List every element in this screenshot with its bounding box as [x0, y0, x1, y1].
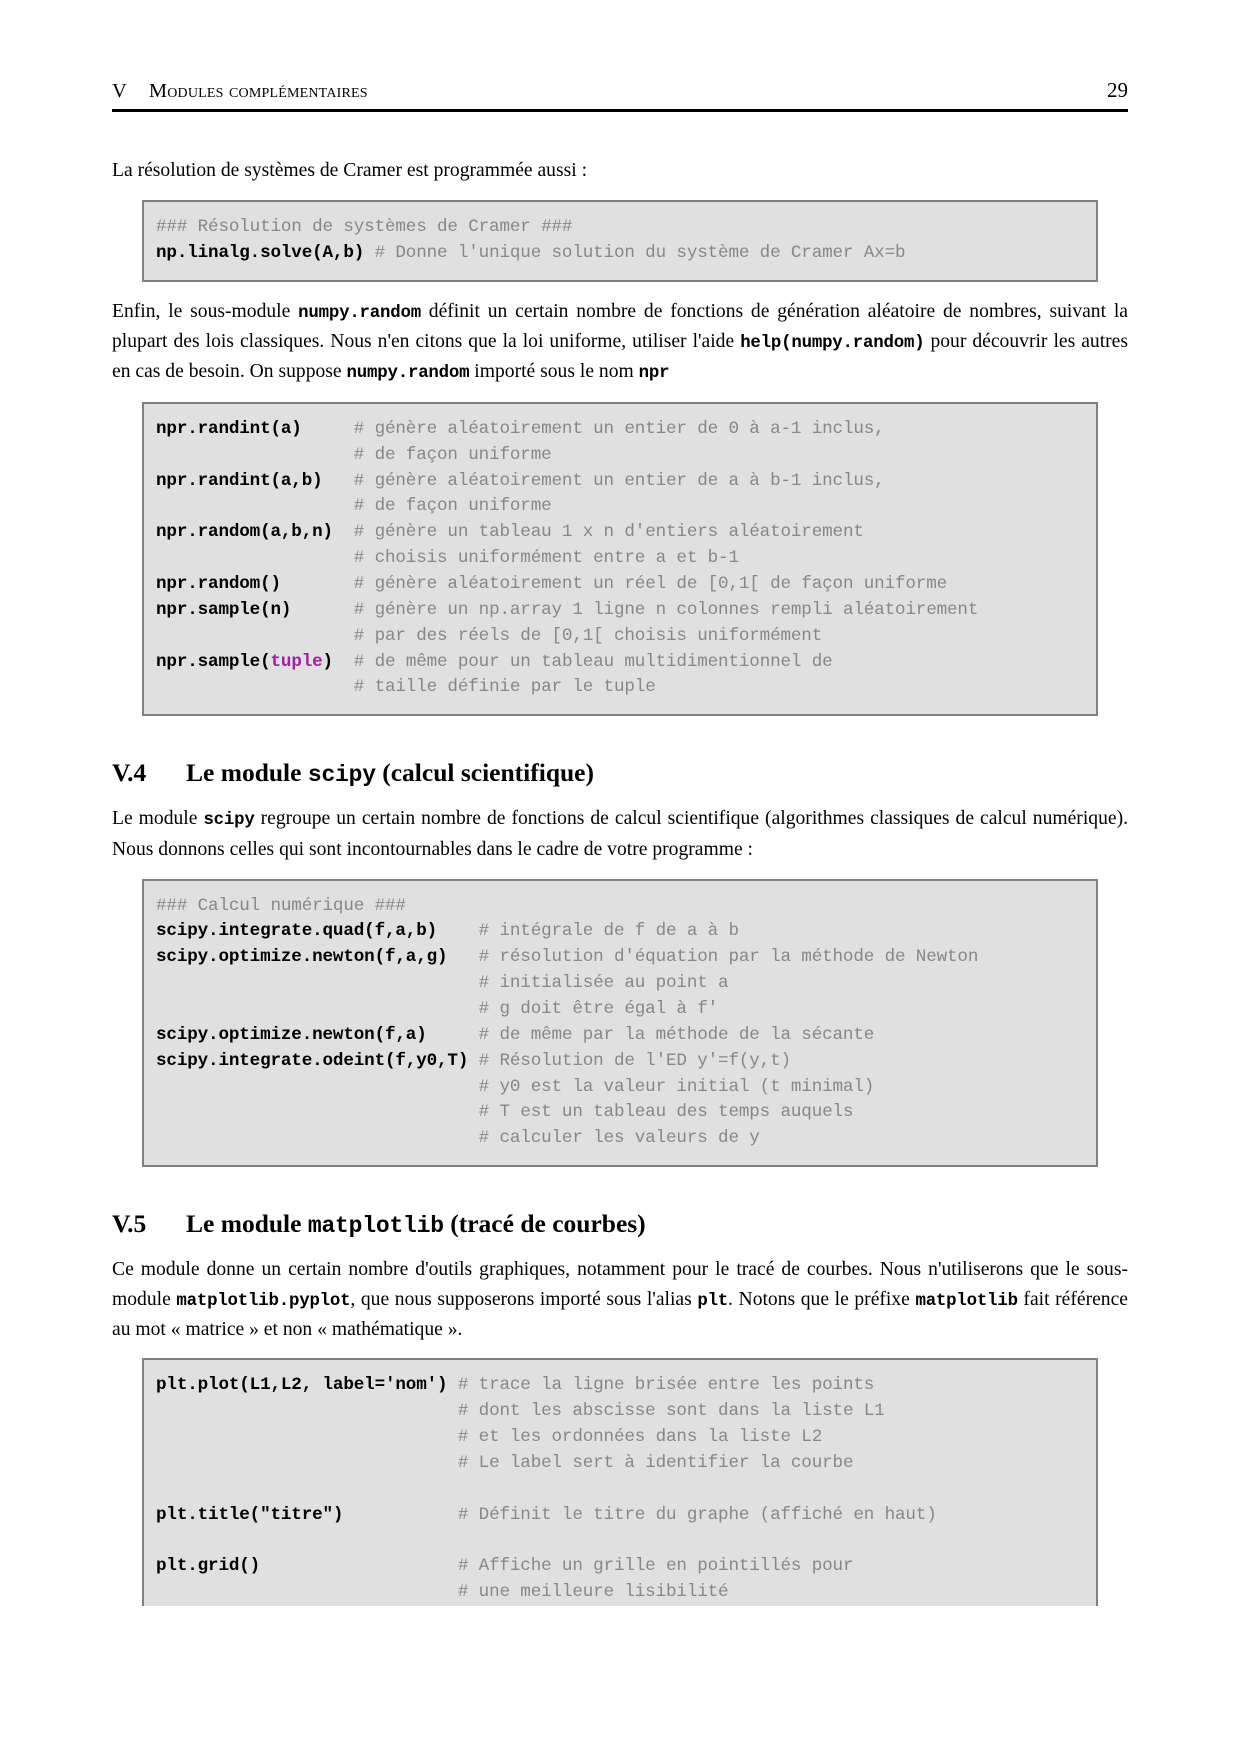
code-line	[144, 1373, 1096, 1399]
code-comment: # et les ordonnées dans la liste L2	[457, 1426, 823, 1447]
code-comment: # calculer les valeurs de y	[478, 1128, 760, 1149]
code-comment: # Donne l'unique solution du système de Cramer Ax=b	[374, 242, 906, 263]
text-fragment: , que nous supposerons importé sous l'alias	[350, 1288, 698, 1310]
section-number-matplotlib: V.5	[112, 1209, 147, 1239]
code-line	[144, 1075, 1096, 1101]
section-number-scipy: V.4	[112, 758, 147, 788]
code-token	[156, 1427, 458, 1447]
code-comment: # génère aléatoirement un réel de [0,1[ de façon uniforme	[353, 574, 948, 595]
code-comment: ### Résolution de systèmes de Cramer ###	[156, 216, 573, 237]
section-heading-matplotlib	[112, 1209, 1128, 1239]
code-token	[156, 1401, 458, 1421]
code-comment: # génère aléatoirement un entier de a à b-1 inclus,	[353, 470, 885, 491]
inline-code-numpy-random: numpy.random	[298, 303, 421, 323]
code-token: scipy.integrate.odeint(f,y0,T)	[156, 1050, 479, 1071]
code-comment: # intégrale de f de a à b	[478, 921, 739, 942]
paragraph-matplotlib	[112, 1255, 1128, 1345]
code-token: npr.sample(n)	[156, 599, 354, 620]
code-line	[144, 1049, 1096, 1075]
inline-code-npr: npr	[638, 364, 670, 384]
code-line	[144, 572, 1096, 598]
code-comment: # Affiche un grille en pointillés pour	[457, 1556, 854, 1577]
section-title-scipy	[186, 758, 594, 788]
code-comment: # génère un tableau 1 x n d'entiers aléatoirement	[353, 522, 864, 543]
code-token	[156, 999, 479, 1019]
code-line	[144, 624, 1096, 650]
code-comment: ### Calcul numérique ###	[156, 895, 406, 916]
text-fragment: (tracé de courbes)	[443, 1209, 646, 1239]
text-fragment: Le module	[186, 1209, 308, 1239]
code-token: npr.randint(a,b)	[156, 470, 354, 491]
text-fragment: (calcul scientifique)	[375, 758, 594, 788]
code-comment: # trace la ligne brisée entre les points	[457, 1375, 875, 1396]
code-token	[156, 973, 479, 993]
code-token: npr.randint(a)	[156, 418, 354, 439]
code-token	[156, 677, 354, 697]
code-line	[144, 417, 1096, 443]
section-title-matplotlib	[186, 1209, 646, 1239]
inline-code-help-numpy-random: help(numpy.random)	[740, 333, 925, 353]
code-comment: # Résolution de l'ED y'=f(y,t)	[478, 1050, 791, 1071]
code-comment: # T est un tableau des temps auquels	[478, 1102, 854, 1123]
section-heading-scipy	[112, 758, 1128, 788]
code-token	[156, 445, 354, 465]
code-line	[144, 469, 1096, 495]
inline-code-matplotlib: matplotlib	[915, 1291, 1018, 1311]
code-token: npr.sample(	[156, 651, 271, 672]
code-line	[144, 1100, 1096, 1126]
code-token: scipy.optimize.newton(f,a,g)	[156, 947, 479, 968]
text-fragment: pour découvrir les autres en cas de besoin. On suppose	[112, 330, 1128, 383]
code-line	[144, 894, 1096, 920]
code-line	[144, 919, 1096, 945]
code-comment: # résolution d'équation par la méthode de Newton	[478, 947, 979, 968]
code-comment: # de façon uniforme	[353, 496, 552, 517]
code-token	[156, 626, 354, 646]
code-token: np.linalg.solve(A,b)	[156, 242, 375, 263]
code-line	[144, 546, 1096, 572]
code-line	[144, 598, 1096, 624]
paragraph-cramer-intro: La résolution de systèmes de Cramer est programmée aussi :	[112, 160, 588, 181]
code-line	[144, 945, 1096, 971]
code-line	[144, 1580, 1096, 1606]
running-header	[112, 78, 1128, 112]
inline-code-matplotlib-heading: matplotlib	[307, 1213, 444, 1240]
code-line	[144, 1503, 1096, 1529]
running-header-left	[112, 80, 368, 103]
code-comment: # de même pour un tableau multidimentionnel de	[353, 651, 833, 672]
code-line	[144, 650, 1096, 676]
code-comment: # y0 est la valeur initial (t minimal)	[478, 1076, 875, 1097]
code-token	[156, 1582, 458, 1602]
header-section-number: V	[112, 80, 127, 102]
paragraph-numpy-random	[112, 297, 1128, 388]
code-token: npr.random()	[156, 574, 354, 595]
code-token	[156, 1102, 479, 1122]
code-token: plt.grid()	[156, 1556, 458, 1577]
code-line	[144, 1126, 1096, 1152]
code-comment: # taille définie par le tuple	[353, 677, 656, 698]
code-token: plt.plot(L1,L2, label='nom')	[156, 1375, 458, 1396]
text-fragment: fait référence au mot « matrice » et non « mathématique ».	[112, 1288, 1128, 1341]
code-comment: # génère aléatoirement un entier de 0 à a-1 inclus,	[353, 418, 885, 439]
text-fragment: Le module	[112, 808, 204, 830]
code-type-keyword: tuple	[270, 651, 323, 672]
code-line	[144, 520, 1096, 546]
code-comment: # choisis uniformément entre a et b-1	[353, 548, 739, 569]
code-comment: # g doit être égal à f'	[478, 998, 719, 1019]
code-comment: # initialisée au point a	[478, 973, 729, 994]
code-token: scipy.integrate.quad(f,a,b)	[156, 921, 479, 942]
code-line	[144, 494, 1096, 520]
text-fragment: Enfin, le sous-module	[112, 300, 299, 322]
text-fragment: . Notons que le préfixe	[728, 1288, 916, 1310]
paragraph-scipy	[112, 804, 1128, 864]
code-line	[144, 1554, 1096, 1580]
code-line	[144, 1451, 1096, 1477]
code-comment: # dont les abscisse sont dans la liste L1	[457, 1401, 885, 1422]
text-fragment: regroupe un certain nombre de fonctions de calcul scientifique (algorithmes classiques de calcul numérique). Nous donnons celles qui sont incontournables dans le cadre de votre programme :	[112, 808, 1128, 860]
code-block-scipy	[142, 879, 1098, 1168]
code-blank-line	[144, 1528, 1096, 1554]
code-token	[156, 548, 354, 568]
code-comment: # une meilleure lisibilité	[457, 1582, 729, 1603]
inline-code-matplotlib-pyplot: matplotlib.pyplot	[176, 1291, 351, 1311]
inline-code-numpy-random-2: numpy.random	[346, 364, 470, 384]
code-comment: # de façon uniforme	[353, 444, 552, 465]
code-token: )	[322, 651, 354, 672]
code-comment: # par des réels de [0,1[ choisis uniformément	[353, 625, 823, 646]
code-token: plt.title("titre")	[156, 1504, 458, 1525]
code-line	[144, 1023, 1096, 1049]
code-line	[144, 675, 1096, 701]
code-line	[144, 1399, 1096, 1425]
code-line	[144, 997, 1096, 1023]
code-blank-line	[144, 1477, 1096, 1503]
code-line	[144, 215, 1096, 241]
code-block-matplotlib	[142, 1358, 1098, 1606]
code-comment: # Définit le titre du graphe (affiché en haut)	[457, 1504, 937, 1525]
code-line	[144, 443, 1096, 469]
code-comment: # de même par la méthode de la sécante	[478, 1024, 875, 1045]
text-fragment: importé sous le nom	[469, 361, 639, 383]
text-fragment: Ce module donne un certain nombre d'outils graphiques, notamment pour le tracé de courbes. Nous n'utiliserons que le sous-module	[112, 1259, 1128, 1310]
code-line	[144, 241, 1096, 267]
code-comment: # Le label sert à identifier la courbe	[457, 1452, 854, 1473]
inline-code-scipy-heading: scipy	[307, 762, 376, 789]
code-comment: # génère un np.array 1 ligne n colonnes rempli aléatoirement	[353, 599, 979, 620]
inline-code-plt: plt	[697, 1291, 729, 1311]
code-token	[156, 1128, 479, 1148]
page-number: 29	[1107, 78, 1128, 102]
code-token: npr.random(a,b,n)	[156, 522, 354, 543]
code-token	[156, 496, 354, 516]
code-token: scipy.optimize.newton(f,a)	[156, 1024, 479, 1045]
text-fragment: Le module	[186, 758, 308, 788]
code-line	[144, 1425, 1096, 1451]
header-section-title: Modules complémentaires	[148, 80, 368, 102]
text-fragment: définit un certain nombre de fonctions de génération aléatoire de nombres, suivant la plupart des lois classiques. Nous n'en citons que la loi uniforme, utiliser l'aide	[112, 300, 1128, 352]
code-line	[144, 971, 1096, 997]
code-block-npr	[142, 402, 1098, 716]
inline-code-scipy: scipy	[203, 811, 255, 831]
code-token	[156, 1453, 458, 1473]
code-block-cramer	[142, 200, 1098, 282]
code-token	[156, 1077, 479, 1097]
